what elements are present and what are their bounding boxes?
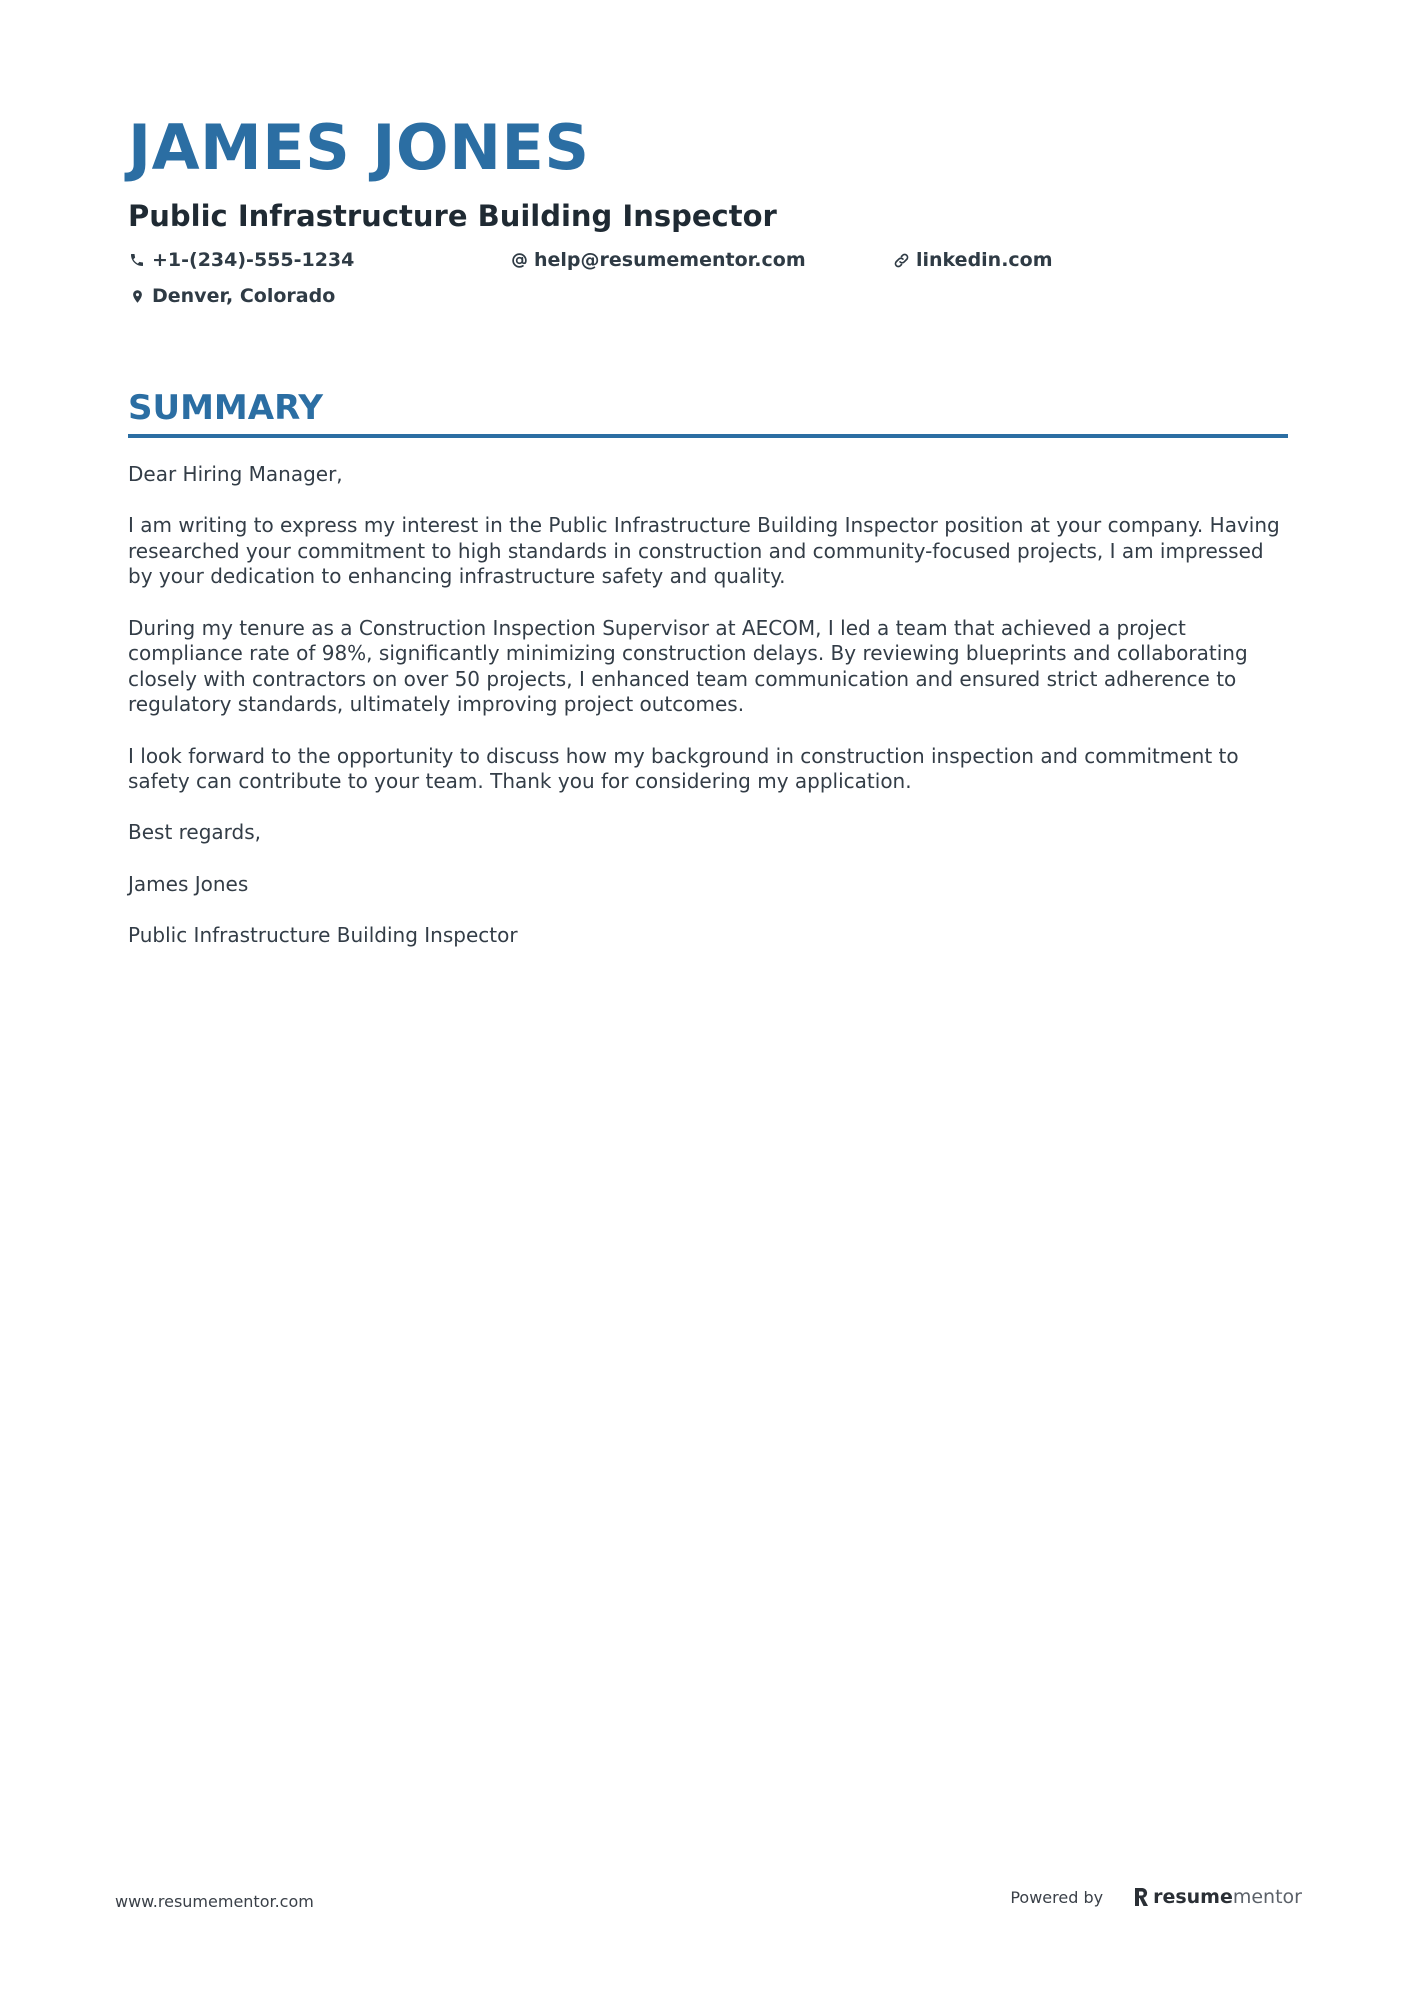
footer-website[interactable]: www.resumementor.com	[115, 1892, 314, 1911]
powered-by-label: Powered by	[1010, 1887, 1104, 1907]
contact-location	[128, 282, 335, 310]
contact-phone[interactable]	[128, 246, 354, 274]
phone-text: +1-(234)-555-1234	[152, 249, 355, 271]
contact-email[interactable]	[510, 246, 806, 274]
phone-icon	[128, 251, 146, 269]
brand-name-light: mentor	[1232, 1886, 1302, 1908]
header	[128, 108, 1288, 318]
signature-name: James Jones	[128, 871, 249, 896]
summary-section	[128, 386, 1288, 974]
at-icon	[510, 251, 528, 269]
email-text: help@resumementor.com	[534, 249, 806, 271]
section-heading-summary: SUMMARY	[128, 388, 324, 428]
closing: Best regards,	[128, 820, 262, 845]
job-title: Public Infrastructure Building Inspector	[128, 199, 777, 233]
section-divider	[128, 434, 1288, 438]
candidate-name: JAMES JONES	[128, 111, 590, 184]
contact-linkedin[interactable]	[892, 246, 1053, 274]
footer-branding	[1010, 1886, 1302, 1908]
brand-logo[interactable]	[1133, 1886, 1302, 1908]
linkedin-text: linkedin.com	[916, 249, 1053, 271]
link-icon	[892, 251, 910, 269]
signature-title: Public Infrastructure Building Inspector	[128, 922, 518, 947]
letter-paragraph: I am writing to express my interest in the Public Infrastructure Building Inspector position at your company. Having researched your commitment to high standards in construction and community-focused projects, I am impressed by your dedication to enhancing infrastructure safety and quality.	[128, 513, 1280, 589]
location-pin-icon	[128, 287, 146, 305]
contact-info	[128, 246, 1288, 318]
brand-mark-icon	[1133, 1887, 1149, 1907]
letter-body	[128, 462, 1288, 948]
salutation: Dear Hiring Manager,	[128, 462, 343, 486]
location-text: Denver, Colorado	[152, 285, 336, 307]
letter-paragraph: I look forward to the opportunity to discuss how my background in construction inspection and commitment to safety can contribute to your team. Thank you for considering my application.	[128, 743, 1239, 794]
brand-name-bold: resume	[1153, 1886, 1233, 1908]
letter-paragraph: During my tenure as a Construction Inspection Supervisor at AECOM, I led a team that achieved a project compliance rate of 98%, significantly minimizing construction delays. By reviewing blueprints and collaborating closely with contractors on over 50 projects, I enhanced team communication and ensured strict adherence to regulatory standards, ultimately improving project outcomes.	[128, 615, 1248, 717]
